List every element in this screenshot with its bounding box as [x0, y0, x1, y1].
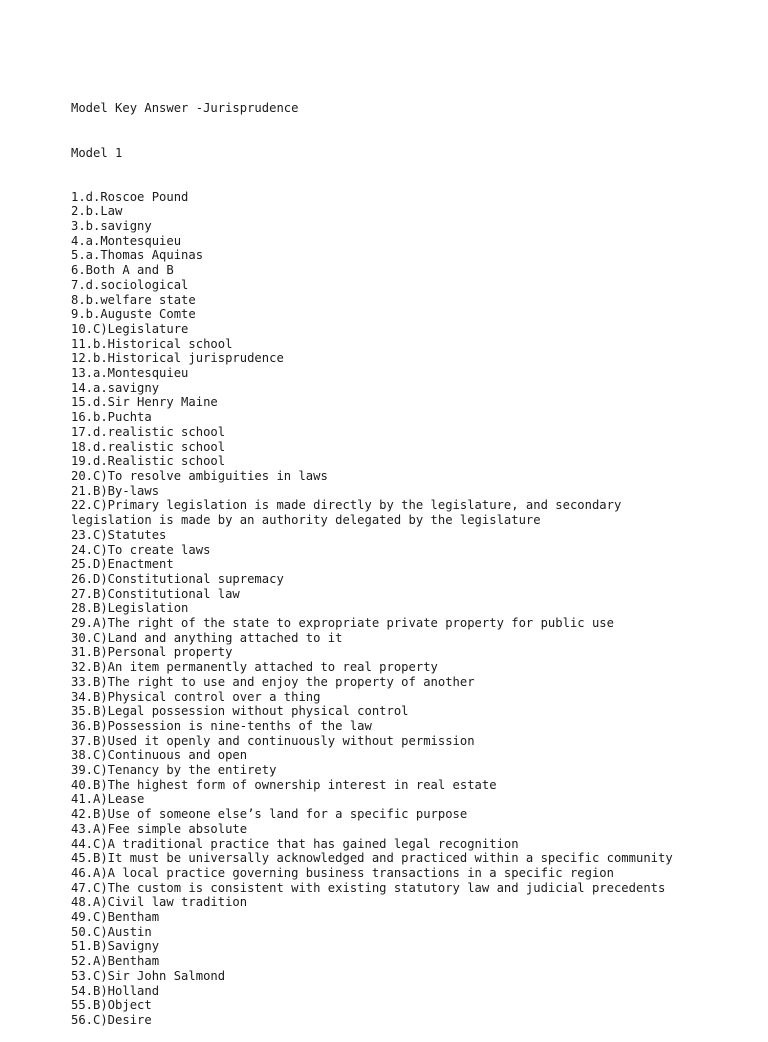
answer-line: 47.C)The custom is consistent with existing statutory law and judicial precedents — [71, 880, 666, 895]
answer-line: 12.b.Historical jurisprudence — [71, 351, 284, 366]
answer-line: 54.B)Holland — [71, 983, 160, 998]
answer-line: 42.B)Use of someone else’s land for a specific purpose — [71, 807, 468, 822]
answer-line: 9.b.Auguste Comte — [71, 307, 196, 322]
answer-line: 24.C)To create laws — [71, 542, 211, 557]
answer-line: 15.d.Sir Henry Maine — [71, 395, 218, 410]
answer-line: 56.C)Desire — [71, 1013, 152, 1027]
answer-line: 14.a.savigny — [71, 380, 160, 395]
answer-line: 34.B)Physical control over a thing — [71, 689, 321, 704]
answer-line: 6.Both A and B — [71, 263, 174, 278]
answer-line: 49.C)Bentham — [71, 910, 160, 925]
answer-line: 52.A)Bentham — [71, 954, 160, 969]
answer-line: 28.B)Legislation — [71, 601, 189, 616]
answer-line: 27.B)Constitutional law — [71, 586, 240, 601]
answer-line: 50.C)Austin — [71, 924, 152, 939]
answer-line: 40.B)The highest form of ownership interest in real estate — [71, 777, 497, 792]
answer-line: 11.b.Historical school — [71, 336, 233, 351]
answer-line: 48.A)Civil law tradition — [71, 895, 248, 910]
answer-line: 45.B)It must be universally acknowledged and practiced within a specific community — [71, 851, 673, 866]
document-page — [71, 72, 731, 1042]
answer-line: 10.C)Legislature — [71, 321, 189, 336]
answer-line: 31.B)Personal property — [71, 645, 233, 660]
answer-line: 13.a.Montesquieu — [71, 366, 189, 381]
answer-line: 30.C)Land and anything attached to it — [71, 630, 343, 645]
answer-line: 39.C)Tenancy by the entirety — [71, 763, 277, 778]
answer-line: 16.b.Puchta — [71, 410, 152, 425]
answer-line: 21.B)By-laws — [71, 483, 160, 498]
answer-line: legislation is made by an authority delegated by the legislature — [71, 513, 541, 528]
answer-line: 17.d.realistic school — [71, 424, 226, 439]
answer-line: 29.A)The right of the state to expropriate private property for public use — [71, 616, 614, 631]
answer-line: 46.A)A local practice governing business transactions in a specific region — [71, 865, 614, 880]
answer-line: 43.A)Fee simple absolute — [71, 821, 248, 836]
answer-line: 32.B)An item permanently attached to real property — [71, 660, 438, 675]
answer-line: 41.A)Lease — [71, 792, 145, 807]
answer-line: 20.C)To resolve ambiguities in laws — [71, 468, 328, 483]
answer-line: 44.C)A traditional practice that has gained legal recognition — [71, 836, 519, 851]
answer-line: 4.a.Montesquieu — [71, 233, 182, 248]
answer-line: 26.D)Constitutional supremacy — [71, 571, 284, 586]
answer-line: 53.C)Sir John Salmond — [71, 968, 226, 983]
answer-line: 36.B)Possession is nine-tenths of the law — [71, 718, 372, 733]
answer-line: 35.B)Legal possession without physical control — [71, 704, 409, 719]
answer-line: 23.C)Statutes — [71, 527, 167, 542]
document-title: Model Key Answer -Jurisprudence — [71, 101, 299, 116]
answer-line: 37.B)Used it openly and continuously without permission — [71, 733, 475, 748]
answer-line: 8.b.welfare state — [71, 292, 196, 307]
answer-line: 3.b.savigny — [71, 219, 152, 234]
answer-line: 18.d.realistic school — [71, 439, 226, 454]
answer-line: 5.a.Thomas Aquinas — [71, 248, 204, 263]
answer-line: 33.B)The right to use and enjoy the property of another — [71, 674, 475, 689]
answer-line: 7.d.sociological — [71, 277, 189, 292]
answer-line: 22.C)Primary legislation is made directly by the legislature, and secondary — [71, 498, 622, 513]
answer-line: 38.C)Continuous and open — [71, 748, 248, 763]
answer-line: 19.d.Realistic school — [71, 454, 226, 469]
document-subtitle: Model 1 — [71, 145, 123, 160]
answer-line: 51.B)Savigny — [71, 939, 160, 954]
answer-list — [71, 190, 731, 1028]
answer-line: 55.B)Object — [71, 998, 152, 1013]
answer-line: 2.b.Law — [71, 204, 123, 219]
answer-line: 1.d.Roscoe Pound — [71, 189, 189, 204]
answer-line: 25.D)Enactment — [71, 557, 174, 572]
